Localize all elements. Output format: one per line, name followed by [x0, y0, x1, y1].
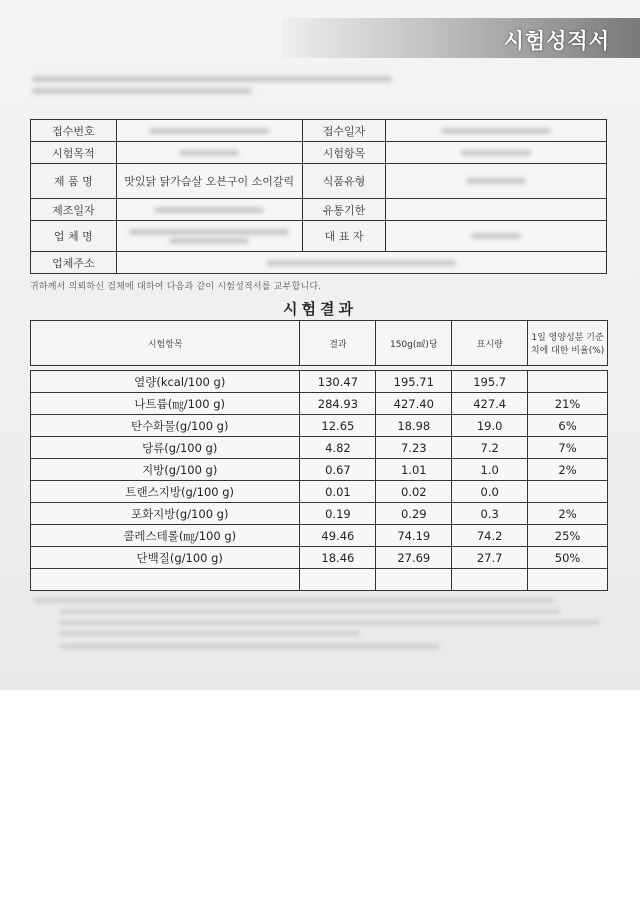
row-label-value: 0.3: [452, 503, 528, 525]
row-per150: 27.69: [376, 547, 452, 569]
row-result: 18.46: [300, 547, 376, 569]
row-result: 0.67: [300, 459, 376, 481]
row-empty-cell: [528, 569, 608, 591]
blurred-footnote-line: [34, 598, 554, 603]
row-daily: 50%: [528, 547, 608, 569]
row-per150: 0.29: [376, 503, 452, 525]
row-result: 49.46: [300, 525, 376, 547]
reception-date-value-redacted: [386, 120, 607, 142]
purpose-value-redacted: [116, 142, 302, 164]
test-items-label: 시험항목: [302, 142, 386, 164]
blurred-footnote-line: [60, 620, 600, 625]
row-item: 트랜스지방(g/100 g): [31, 481, 300, 503]
product-name-value: 맛있닭 닭가슴살 오븐구이 소이갈릭: [116, 164, 302, 199]
food-type-value-redacted: [386, 164, 607, 199]
row-per150: 195.71: [376, 371, 452, 393]
blurred-footnote-line: [60, 644, 440, 649]
table-row: [31, 415, 608, 437]
row-label-value: 7.2: [452, 437, 528, 459]
header-label-value: 표시량: [452, 321, 528, 366]
blurred-header-line: [32, 76, 392, 82]
company-label: 업 체 명: [31, 221, 117, 252]
table-row: [31, 503, 608, 525]
ceo-label: 대 표 자: [302, 221, 386, 252]
reception-no-value-redacted: [116, 120, 302, 142]
company-value-redacted: [116, 221, 302, 252]
expiry-value: [386, 199, 607, 221]
row-per150: 18.98: [376, 415, 452, 437]
row-label-value: 74.2: [452, 525, 528, 547]
table-row: [31, 481, 608, 503]
row-item: 단백질(g/100 g): [31, 547, 300, 569]
row-daily: 25%: [528, 525, 608, 547]
sample-info-table: [30, 119, 607, 274]
row-result: 0.01: [300, 481, 376, 503]
header-result: 결과: [300, 321, 376, 366]
food-type-label: 식품유형: [302, 164, 386, 199]
row-daily: 21%: [528, 393, 608, 415]
blurred-header-line: [32, 88, 252, 94]
row-result: 4.82: [300, 437, 376, 459]
row-empty-cell: [452, 569, 528, 591]
row-per150: 7.23: [376, 437, 452, 459]
table-row: [31, 371, 608, 393]
row-label-value: 1.0: [452, 459, 528, 481]
row-daily: 2%: [528, 503, 608, 525]
row-item: 지방(g/100 g): [31, 459, 300, 481]
header-per150: 150g(㎖)당: [376, 321, 452, 366]
row-daily: [528, 371, 608, 393]
manufacture-date-label: 제조일자: [31, 199, 117, 221]
expiry-label: 유통기한: [302, 199, 386, 221]
row-result: 130.47: [300, 371, 376, 393]
row-per150: 427.40: [376, 393, 452, 415]
table-row: [31, 393, 608, 415]
ceo-value-redacted: [386, 221, 607, 252]
address-value-redacted: [116, 252, 606, 274]
row-per150: 74.19: [376, 525, 452, 547]
row-label-value: 427.4: [452, 393, 528, 415]
reception-date-label: 접수일자: [302, 120, 386, 142]
row-item: 열량(kcal/100 g): [31, 371, 300, 393]
row-daily: 7%: [528, 437, 608, 459]
row-daily: 6%: [528, 415, 608, 437]
title-banner: [282, 18, 640, 58]
blurred-footnote-line: [60, 609, 560, 614]
product-name-label: 제 품 명: [31, 164, 117, 199]
row-label-value: 195.7: [452, 371, 528, 393]
blurred-footnote-line: [60, 631, 360, 636]
row-label-value: 0.0: [452, 481, 528, 503]
header-item: 시험항목: [31, 321, 300, 366]
row-item: 포화지방(g/100 g): [31, 503, 300, 525]
row-result: 12.65: [300, 415, 376, 437]
row-per150: 0.02: [376, 481, 452, 503]
row-empty-cell: [376, 569, 452, 591]
table-row: [31, 459, 608, 481]
row-empty-cell: [300, 569, 376, 591]
table-row: [31, 525, 608, 547]
table-row-empty: [31, 569, 608, 591]
row-item: 당류(g/100 g): [31, 437, 300, 459]
row-item: 콜레스테롤(㎎/100 g): [31, 525, 300, 547]
row-daily: 2%: [528, 459, 608, 481]
row-label-value: 19.0: [452, 415, 528, 437]
row-label-value: 27.7: [452, 547, 528, 569]
test-items-value-redacted: [386, 142, 607, 164]
header-daily-value: 1일 영양성분 기준치에 대한 비율(%): [528, 321, 608, 366]
row-daily: [528, 481, 608, 503]
row-empty-cell: [31, 569, 300, 591]
row-per150: 1.01: [376, 459, 452, 481]
results-title: 시험결과: [283, 300, 357, 318]
row-result: 0.19: [300, 503, 376, 525]
reception-no-label: 접수번호: [31, 120, 117, 142]
request-statement: 귀하께서 의뢰하신 검체에 대하여 다음과 같이 시험성적서를 교부합니다.: [30, 282, 322, 292]
document-title: 시험성적서: [503, 29, 610, 53]
row-item: 나트륨(㎎/100 g): [31, 393, 300, 415]
row-result: 284.93: [300, 393, 376, 415]
address-label: 업체주소: [31, 252, 117, 274]
results-table: [30, 320, 608, 591]
manufacture-date-value-redacted: [116, 199, 302, 221]
purpose-label: 시험목적: [31, 142, 117, 164]
table-row: [31, 437, 608, 459]
row-item: 탄수화물(g/100 g): [31, 415, 300, 437]
table-row: [31, 547, 608, 569]
